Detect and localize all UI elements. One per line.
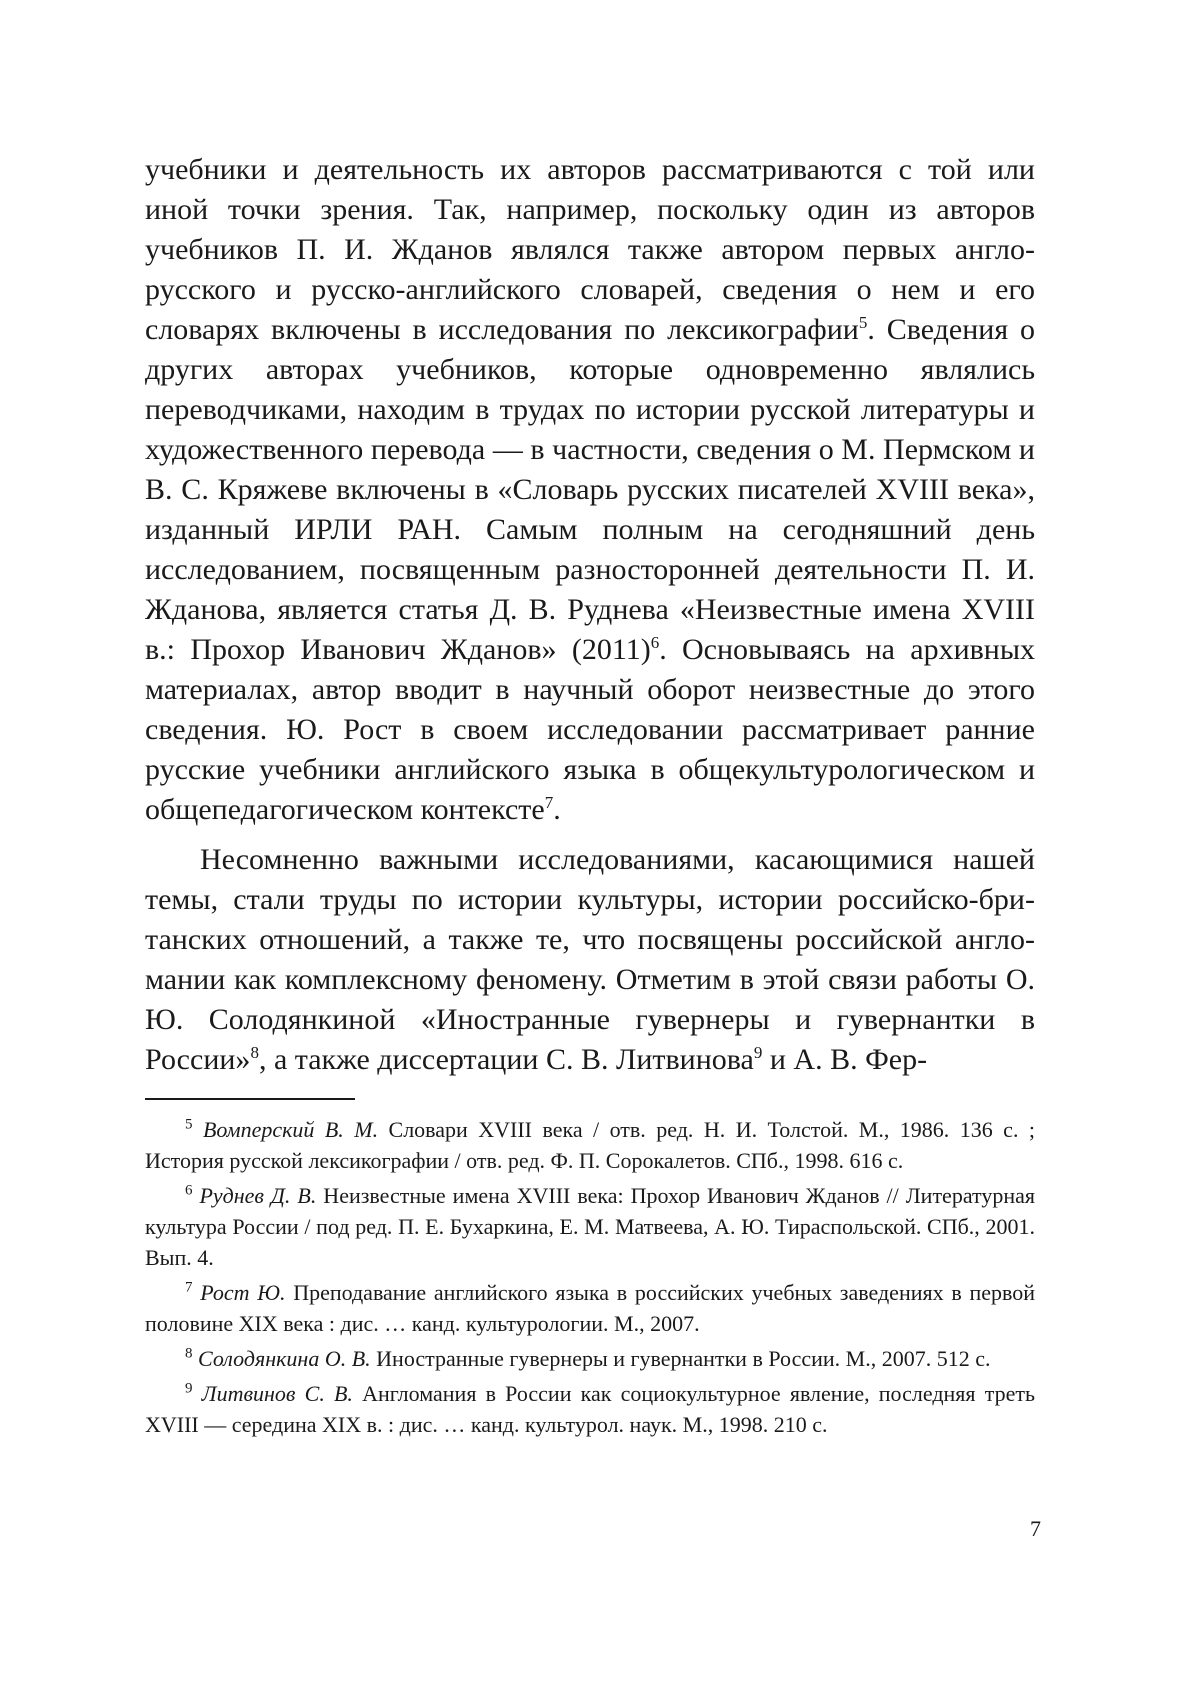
footnote-reference: 5 — [858, 313, 868, 332]
footnote-reference: 9 — [753, 1043, 763, 1062]
text-run: учебники и деятельность их авторов рассматриваются с той или иной точки зрения. Так, например, поскольку один из авторов учебников П. И. Жданов являлся также автором первых англорусского и русско-английского словарей, сведения о нем и его словарях включены в исследования по лексикографии — [145, 153, 1035, 346]
footnote-author: Рост Ю. — [200, 1280, 286, 1305]
text-run: , а также диссертации С. В. Литвинова — [258, 1043, 754, 1076]
text-run: . Сведения о других авторах учебников, которые одновременно являлись переводчиками, находим в трудах по истории русской литературы и художественного перевода — в частности, сведения о М. Пермском и В. С. Кряжеве включены в «Словарь русских писателей XVIII века», изданный ИРЛИ РАН. Самым полным на сегодняшний день исследованием, посвященным разносторонней деятельности П. И. Жданова, является статья Д. В. Руднева «Неизвестные имена XVIII в.: Прохор Иванович Жданов» (2011) — [145, 313, 1035, 666]
body-text — [145, 150, 1035, 1080]
page-number: 7 — [1030, 1516, 1041, 1541]
footnote-number: 9 — [185, 1380, 193, 1397]
footnote-number: 8 — [185, 1345, 193, 1362]
footnote-author: Литвинов С. В. — [201, 1381, 353, 1406]
footnotes-block — [145, 1114, 1035, 1440]
footnote-number: 6 — [185, 1182, 193, 1199]
footnote-author: Солодянкина О. В. — [198, 1346, 371, 1371]
paragraph-2 — [145, 840, 1035, 1080]
footnote-8 — [145, 1343, 1035, 1374]
footnote-author: Вомперский В. М. — [202, 1117, 379, 1142]
footnote-text: Англомания в России как социокультурное явление, последняя треть XVIII — середина XIX в. : дис. … канд. культурол. наук. М., 1998. 210 с. — [145, 1381, 1035, 1437]
footnote-text: Неизвестные имена XVIII века: Прохор Иванович Жданов // Литературная культура России / под ред. П. Е. Бухаркина, Е. М. Матвеева, А. Ю. Тираспольской. СПб., 2001. Вып. 4. — [145, 1183, 1036, 1270]
footnote-reference: 6 — [650, 633, 660, 652]
footnote-separator — [145, 1098, 355, 1100]
page-content — [145, 150, 1035, 1444]
footnote-text: Преподавание английского языка в российских учебных заведениях в первой половине XIX века : дис. … канд. культурологии. М., 2007. — [145, 1280, 1035, 1336]
footnote-number: 7 — [185, 1279, 193, 1296]
footnote-6 — [145, 1180, 1035, 1273]
text-run: . — [553, 793, 561, 826]
footnote-reference: 7 — [544, 793, 554, 812]
footnote-text: Иностранные гувернеры и гувернантки в России. М., 2007. 512 с. — [370, 1346, 991, 1371]
footnote-5 — [145, 1114, 1035, 1176]
footnote-text: Словари XVIII века / отв. ред. Н. И. Толстой. М., 1986. 136 с. ; История русской лексикографии / отв. ред. Ф. П. Сорокалетов. СПб., 1998. 616 с. — [145, 1117, 1036, 1173]
paragraph-1 — [145, 150, 1035, 830]
footnote-9 — [145, 1378, 1035, 1440]
text-run: и А. В. Фер- — [762, 1043, 928, 1076]
footnote-number: 5 — [185, 1116, 193, 1133]
text-run: . Основываясь на архивных материалах, автор вводит в научный оборот неизвестные до этого сведения. Ю. Рост в своем исследовании рассматривает ранние русские учебники английского языка в общекультурологическом и общепедагогическом контексте — [145, 633, 1036, 826]
footnote-7 — [145, 1277, 1035, 1339]
footnote-author: Руднев Д. В. — [199, 1183, 317, 1208]
footnote-reference: 8 — [250, 1043, 259, 1062]
text-run: Несомненно важными исследованиями, касающимися нашей темы, стали труды по истории культуры, истории российско-британских отношений, а также те, что посвящены российской англомании как комплексному феномену. Отметим в этой связи работы О. Ю. Солодянкиной «Иностранные гувернеры и гувернантки в России» — [145, 843, 1035, 1076]
